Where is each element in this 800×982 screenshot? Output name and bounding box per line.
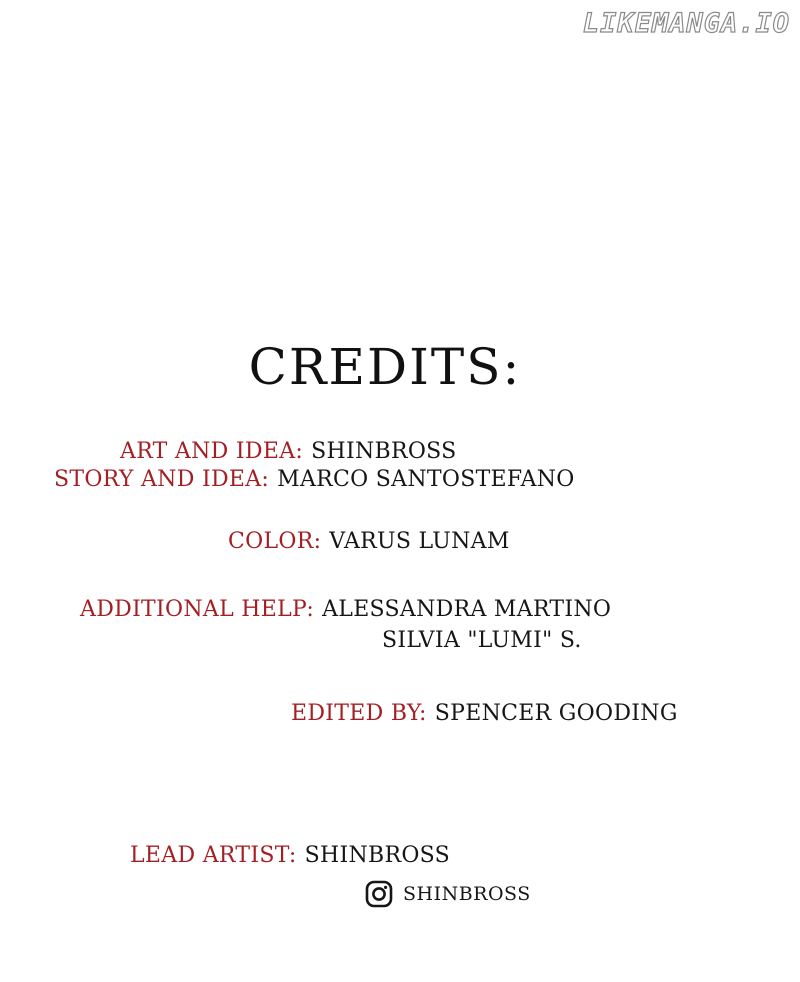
credit-additional-help [80,599,611,621]
credit-value: SHINBROSS [304,843,451,868]
credit-label: ART AND IDEA: [120,439,304,464]
instagram-icon [365,880,393,908]
credit-value: MARCO SANTOSTEFANO [277,467,575,492]
credit-color [228,531,510,553]
credit-art-and-idea [120,441,457,463]
credit-label: EDITED BY: [291,701,427,726]
credit-label: COLOR: [228,529,322,554]
credit-story-and-idea [54,469,575,491]
credit-additional-help-second [382,630,582,652]
credit-label: LEAD ARTIST: [130,843,297,868]
credit-value: SPENCER GOODING [434,701,678,726]
credit-value: SILVIA "LUMI" S. [382,628,582,653]
credit-label: STORY AND IDEA: [54,467,270,492]
credit-value: SHINBROSS [311,439,457,464]
credit-edited-by [291,703,678,725]
page-title: CREDITS: [248,338,522,396]
watermark: LIKEMANGA.IO [582,8,790,39]
instagram-handle[interactable]: SHINBROSS [403,883,531,905]
credit-value: ALESSANDRA MARTINO [322,597,612,622]
credit-value: VARUS LUNAM [329,529,510,554]
credit-label: ADDITIONAL HELP: [80,597,315,622]
instagram-handle-row[interactable] [365,880,531,908]
credit-lead-artist [130,845,450,867]
